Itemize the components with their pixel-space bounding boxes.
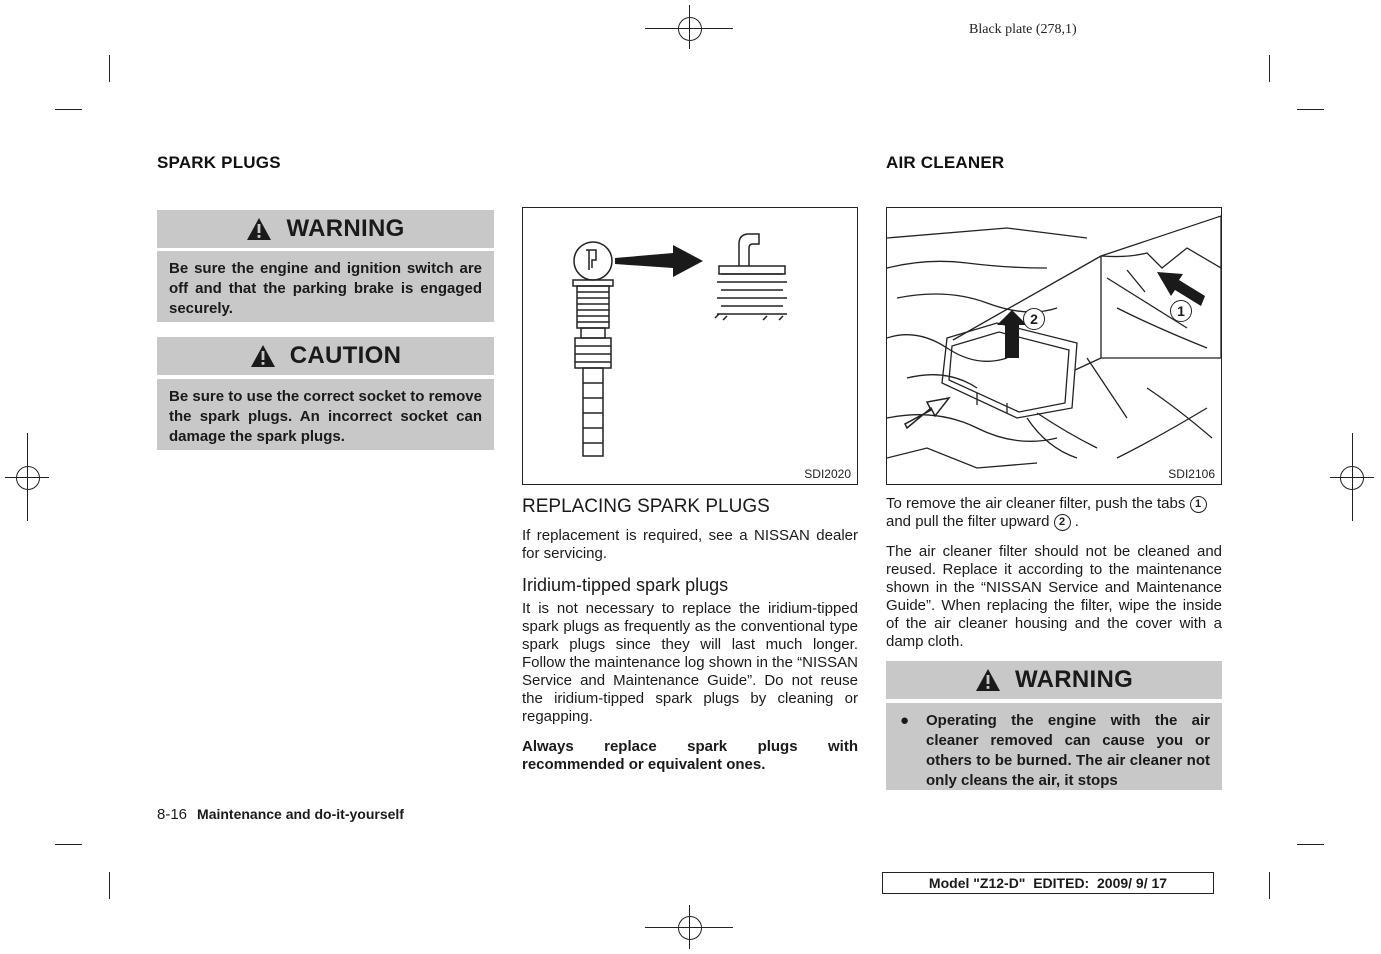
- iridium-text: It is not necessary to replace the iridium-tipped spark plugs as frequently as the conventional type spark plugs since they will last much longer. Follow the maintenance log shown in the “NISSAN Service and Maintenance Guide”. Do not reuse the iridium-tipped spark plugs by cleaning or regapping.: [522, 600, 859, 725]
- air-cleaner-figure: [886, 207, 1222, 485]
- chapter-title: Maintenance and do-it-yourself: [197, 806, 404, 822]
- callout-2: 2: [1023, 308, 1045, 330]
- warning-triangle-icon: [975, 668, 1001, 692]
- warning-triangle-icon: [246, 217, 272, 241]
- warning-header: [157, 210, 494, 248]
- warning-text: Be sure the engine and ignition switch are off and that the parking brake is engaged securely.: [157, 251, 494, 322]
- warning-triangle-icon: [250, 344, 276, 368]
- page-number: 8-16: [157, 806, 188, 823]
- registration-mark-icon: [678, 17, 702, 41]
- filter-replacement-text: The air cleaner filter should not be cleaned and reused. Replace it according to the maintenance shown in the “NISSAN Service and Maintenance Guide”. When replacing the filter, wipe the inside of the air cleaner housing and the cover with a damp cloth.: [886, 543, 1222, 650]
- warning-bullet-text: ● Operating the engine with the air cleaner removed can cause you or others to be burned. The air cleaner not only cleans the air, it stops: [886, 703, 1222, 790]
- warning-label: WARNING: [1014, 666, 1134, 693]
- section-title-spark-plugs: SPARK PLUGS: [157, 153, 281, 172]
- spark-plug-illustration: [523, 208, 857, 484]
- air-cleaner-illustration: [887, 208, 1221, 484]
- plate-label: Black plate (278,1): [969, 22, 1077, 37]
- model-edit-box: Model "Z12-D" EDITED: 2009/ 9/ 17: [882, 872, 1214, 894]
- always-replace-text: Always replace spark plugs with recommended or equivalent ones.: [522, 738, 858, 773]
- callout-2-inline: 2: [1054, 514, 1071, 531]
- page-footer: [157, 806, 404, 823]
- figure-code: SDI2106: [1168, 467, 1215, 481]
- bullet-icon: ●: [900, 712, 910, 729]
- warning-label: WARNING: [286, 215, 405, 242]
- caution-label: CAUTION: [289, 342, 402, 369]
- callout-1-inline: 1: [1190, 496, 1207, 513]
- registration-mark-icon: [16, 466, 40, 490]
- caution-header: [157, 337, 494, 375]
- registration-mark-icon: [678, 916, 702, 940]
- figure-code: SDI2020: [804, 467, 851, 481]
- caution-text: Be sure to use the correct socket to remove the spark plugs. An incorrect socket can damage the spark plugs.: [157, 379, 494, 450]
- subhead-replacing-spark-plugs: REPLACING SPARK PLUGS: [522, 496, 770, 517]
- subhead-iridium: Iridium-tipped spark plugs: [522, 575, 729, 595]
- remove-filter-text: To remove the air cleaner filter, push the tabs 1 and pull the filter upward 2 .: [886, 495, 1222, 531]
- replacement-text: If replacement is required, see a NISSAN dealer for servicing.: [522, 527, 858, 562]
- spark-plug-figure: [522, 207, 858, 485]
- section-title-air-cleaner: AIR CLEANER: [886, 153, 1005, 172]
- warning-header-air-cleaner: [886, 661, 1222, 699]
- callout-1: 1: [1170, 300, 1192, 322]
